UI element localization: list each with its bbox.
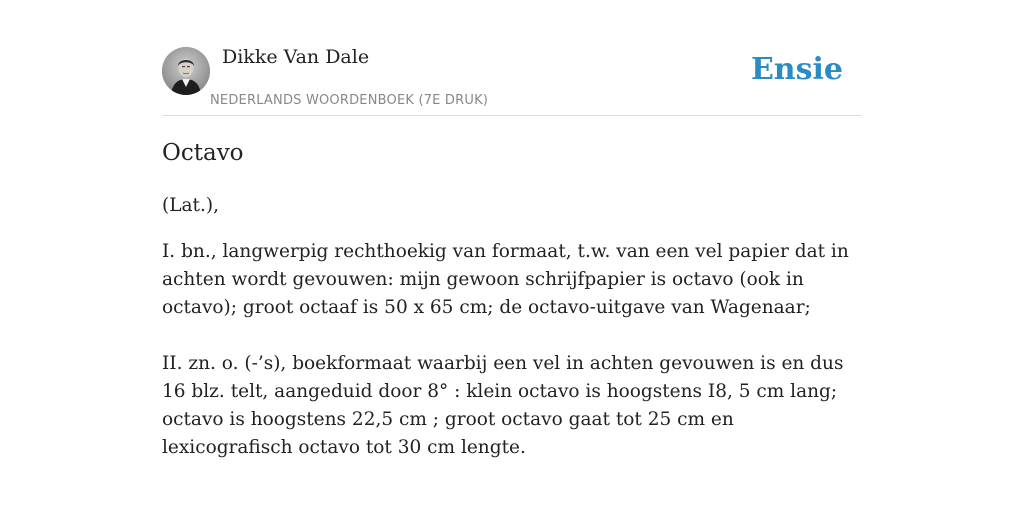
entry-sense: I. bn., langwerpig rechthoekig van formaat, t.w. van een vel papier dat in achten wordt gevouwen: mijn gewoon schrijfpapier is octavo (ook in octavo); groot octaaf is 50 x 65 cm; de octavo-uitgave van Wagenaar; (162, 241, 849, 318)
header (162, 0, 862, 116)
dictionary-subtitle[interactable]: NEDERLANDS WOORDENBOEK (7E DRUK) (210, 93, 489, 108)
author-portrait-icon (162, 47, 210, 95)
author-avatar[interactable] (162, 47, 210, 95)
entry-body (162, 192, 862, 490)
page (162, 0, 862, 458)
entry-sense: II. zn. o. (-’s), boekformaat waarbij een vel in achten gevouwen is en dus 16 blz. telt, aangeduid door 8° : klein octavo is hoogstens I8, 5 cm lang; octavo is hoogstens 22,5 cm ; groot octavo gaat tot 25 cm en lexicografisch octavo tot 30 cm lengte. (162, 353, 844, 458)
ensie-logo-link[interactable]: Ensie (750, 52, 843, 87)
entry-etymology: (Lat.), (162, 195, 219, 216)
author-name[interactable]: Dikke Van Dale (222, 46, 370, 68)
entry-title: Octavo (162, 140, 244, 166)
